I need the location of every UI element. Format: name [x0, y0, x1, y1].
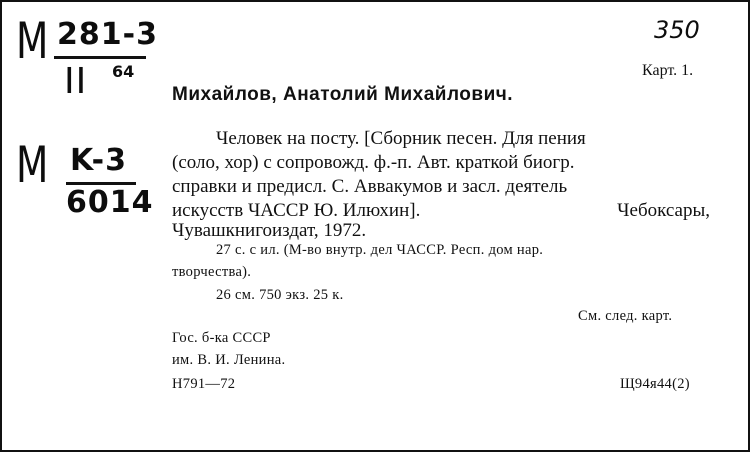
description-line-4 [172, 200, 710, 222]
see-next-card: См. след. карт. [578, 308, 673, 324]
notes-line-2: творчества). [172, 264, 252, 280]
shelf-mark-bottom: II [64, 61, 88, 102]
description-line-4-left: искусств ЧАССР Ю. Илюхин]. [172, 200, 421, 221]
shelf-mark-top: 281-3 [57, 17, 158, 52]
handwritten-number: 350 [654, 16, 700, 44]
library-line-2: им. В. И. Ленина. [172, 352, 286, 368]
location-code-top: K-3 [70, 143, 127, 178]
shelf-mark-superscript: 64 [112, 62, 135, 81]
description-line-5: Чувашкнигоиздат, 1972. [172, 220, 367, 241]
notes-line-3: 26 см. 750 экз. 25 к. [216, 287, 344, 303]
classification-code: Щ94я44(2) [620, 376, 690, 392]
card-label: Карт. 1. [642, 62, 694, 79]
call-letter-bottom: M [16, 136, 49, 194]
card-number: Н791—72 [172, 376, 236, 392]
description-line-1: Человек на посту. [Сборник песен. Для пения [216, 128, 586, 149]
description-line-3: справки и предисл. С. Аввакумов и засл. деятель [172, 176, 568, 197]
description-line-2: (соло, хор) с сопровожд. ф.-п. Авт. краткой биогр. [172, 152, 575, 173]
description-line-4-right: Чебоксары, [617, 200, 710, 221]
library-line-1: Гос. б-ка СССР [172, 330, 271, 346]
call-letter-top: M [16, 12, 49, 70]
notes-line-1: 27 с. с ил. (М-во внутр. дел ЧАССР. Респ. дом нар. [216, 242, 544, 258]
shelf-mark-divider [54, 56, 146, 59]
location-code-bottom: 6014 [66, 185, 154, 220]
author-heading: Михайлов, Анатолий Михайлович. [172, 84, 514, 105]
